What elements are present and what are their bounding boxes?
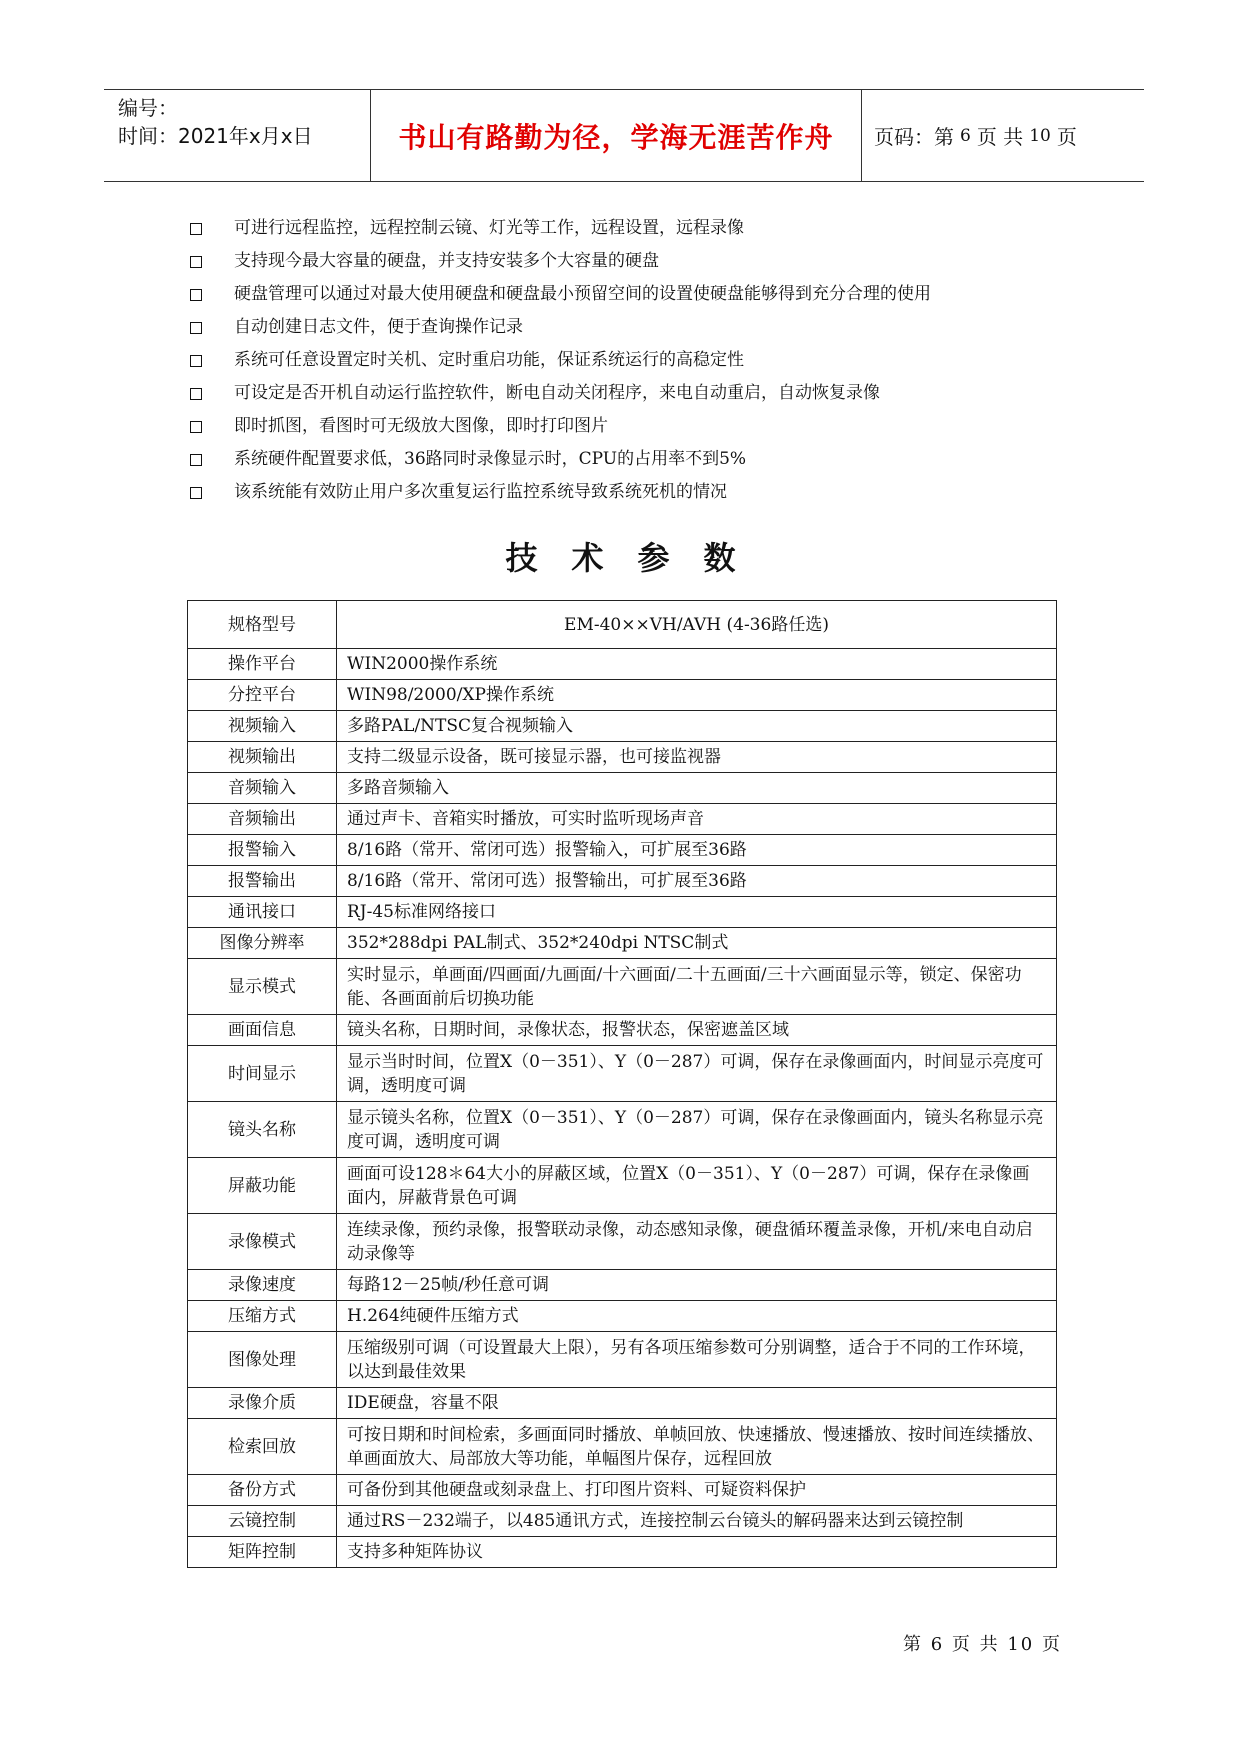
feature-text: 系统硬件配置要求低，36路同时录像显示时，CPU的占用率不到5% <box>234 449 747 469</box>
checkbox-bullet-icon <box>190 421 202 433</box>
spec-key: 镜头名称 <box>188 1102 337 1158</box>
spec-value: H.264纯硬件压缩方式 <box>337 1301 1057 1332</box>
checkbox-bullet-icon <box>190 355 202 367</box>
spec-key: 录像模式 <box>188 1214 337 1270</box>
table-row <box>188 1301 1057 1332</box>
checkbox-bullet-icon <box>190 388 202 400</box>
page-prefix: 页码：第 <box>874 125 954 149</box>
page-footer: 第 6 页 共 10 页 <box>903 1634 1062 1655</box>
spec-key: 录像介质 <box>188 1388 337 1419</box>
header-motto: 书山有路勤为径，学海无涯苦作舟 <box>370 90 862 181</box>
section-title: 技术参数 <box>505 539 770 577</box>
spec-key: 检索回放 <box>188 1419 337 1475</box>
page-suffix: 页 <box>1056 125 1077 149</box>
spec-key: 分控平台 <box>188 680 337 711</box>
table-row <box>188 804 1057 835</box>
spec-value: WIN2000操作系统 <box>337 649 1057 680</box>
spec-value: 实时显示，单画面/四画面/九画面/十六画面/二十五画面/三十六画面显示等，锁定、保密功能、各画面前后切换功能 <box>337 959 1057 1015</box>
table-row <box>188 773 1057 804</box>
spec-key: 矩阵控制 <box>188 1537 337 1568</box>
spec-key: 屏蔽功能 <box>188 1158 337 1214</box>
table-row <box>188 1332 1057 1388</box>
spec-key: 备份方式 <box>188 1475 337 1506</box>
spec-value: 每路12－25帧/秒任意可调 <box>337 1270 1057 1301</box>
checkbox-bullet-icon <box>190 322 202 334</box>
header-meta <box>104 90 370 181</box>
spec-key: 显示模式 <box>188 959 337 1015</box>
spec-table <box>187 600 1057 1568</box>
spec-key: 时间显示 <box>188 1046 337 1102</box>
spec-value: 可备份到其他硬盘或刻录盘上、打印图片资料、可疑资料保护 <box>337 1475 1057 1506</box>
checkbox-bullet-icon <box>190 223 202 235</box>
spec-value: 多路PAL/NTSC复合视频输入 <box>337 711 1057 742</box>
spec-value: 通过声卡、音箱实时播放，可实时监听现场声音 <box>337 804 1057 835</box>
spec-value: 连续录像，预约录像，报警联动录像，动态感知录像，硬盘循环覆盖录像，开机/来电自动启动录像等 <box>337 1214 1057 1270</box>
table-row <box>188 928 1057 959</box>
spec-value: 通过RS－232端子，以485通讯方式，连接控制云台镜头的解码器来达到云镜控制 <box>337 1506 1057 1537</box>
table-row <box>188 866 1057 897</box>
table-row <box>188 742 1057 773</box>
checkbox-bullet-icon <box>190 454 202 466</box>
spec-key: 报警输入 <box>188 835 337 866</box>
spec-value: WIN98/2000/XP操作系统 <box>337 680 1057 711</box>
feature-item <box>190 443 1090 476</box>
feature-text: 系统可任意设置定时关机、定时重启功能，保证系统运行的高稳定性 <box>234 350 744 370</box>
spec-key: 图像处理 <box>188 1332 337 1388</box>
feature-text: 可进行远程监控，远程控制云镜、灯光等工作，远程设置，远程录像 <box>234 218 744 238</box>
feature-item <box>190 278 1090 311</box>
table-row <box>188 1158 1057 1214</box>
page-header <box>104 89 1144 182</box>
feature-list <box>190 212 1090 509</box>
page-total: 10 <box>1029 125 1051 146</box>
feature-item <box>190 311 1090 344</box>
table-row <box>188 649 1057 680</box>
spec-value: 镜头名称，日期时间，录像状态，报警状态，保密遮盖区域 <box>337 1015 1057 1046</box>
spec-key: 操作平台 <box>188 649 337 680</box>
table-row <box>188 1419 1057 1475</box>
feature-item <box>190 377 1090 410</box>
spec-value: EM-40××VH/AVH (4-36路任选) <box>337 601 1057 649</box>
checkbox-bullet-icon <box>190 289 202 301</box>
table-row <box>188 1506 1057 1537</box>
spec-key: 画面信息 <box>188 1015 337 1046</box>
spec-key: 规格型号 <box>188 601 337 649</box>
table-row <box>188 680 1057 711</box>
spec-key: 图像分辨率 <box>188 928 337 959</box>
feature-item <box>190 212 1090 245</box>
spec-key: 录像速度 <box>188 1270 337 1301</box>
feature-item <box>190 245 1090 278</box>
feature-item <box>190 410 1090 443</box>
spec-key: 视频输入 <box>188 711 337 742</box>
spec-key: 音频输入 <box>188 773 337 804</box>
page-indicator <box>862 90 1144 181</box>
table-row <box>188 835 1057 866</box>
spec-value: 显示当时时间，位置X（0－351）、Y（0－287）可调，保存在录像画面内，时间显示亮度可调，透明度可调 <box>337 1046 1057 1102</box>
spec-value: 8/16路（常开、常闭可选）报警输出，可扩展至36路 <box>337 866 1057 897</box>
table-row <box>188 1537 1057 1568</box>
spec-key: 报警输出 <box>188 866 337 897</box>
spec-value: 多路音频输入 <box>337 773 1057 804</box>
spec-value: 压缩级别可调（可设置最大上限），另有各项压缩参数可分别调整，适合于不同的工作环境，以达到最佳效果 <box>337 1332 1057 1388</box>
table-row <box>188 1475 1057 1506</box>
spec-value: IDE硬盘，容量不限 <box>337 1388 1057 1419</box>
spec-value: 显示镜头名称，位置X（0－351）、Y（0－287）可调，保存在录像画面内，镜头名称显示亮度可调，透明度可调 <box>337 1102 1057 1158</box>
feature-text: 硬盘管理可以通过对最大使用硬盘和硬盘最小预留空间的设置使硬盘能够得到充分合理的使用 <box>234 284 931 304</box>
table-row <box>188 711 1057 742</box>
code-label: 编号： <box>118 96 178 120</box>
spec-value: 支持多种矩阵协议 <box>337 1537 1057 1568</box>
feature-text: 支持现今最大容量的硬盘，并支持安装多个大容量的硬盘 <box>234 251 659 271</box>
table-row <box>188 1270 1057 1301</box>
checkbox-bullet-icon <box>190 487 202 499</box>
feature-item <box>190 476 1090 509</box>
table-row <box>188 601 1057 649</box>
spec-value: RJ-45标准网络接口 <box>337 897 1057 928</box>
spec-value: 352*288dpi PAL制式、352*240dpi NTSC制式 <box>337 928 1057 959</box>
spec-value: 画面可设128＊64大小的屏蔽区域，位置X（0－351）、Y（0－287）可调，保存在录像画面内，屏蔽背景色可调 <box>337 1158 1057 1214</box>
table-row <box>188 1214 1057 1270</box>
spec-value: 支持二级显示设备，既可接显示器，也可接监视器 <box>337 742 1057 773</box>
feature-text: 该系统能有效防止用户多次重复运行监控系统导致系统死机的情况 <box>234 482 727 502</box>
table-row <box>188 959 1057 1015</box>
time-label: 时间：2021年x月x日 <box>118 124 313 148</box>
table-row <box>188 1102 1057 1158</box>
table-row <box>188 1015 1057 1046</box>
feature-item <box>190 344 1090 377</box>
spec-key: 视频输出 <box>188 742 337 773</box>
spec-value: 8/16路（常开、常闭可选）报警输入，可扩展至36路 <box>337 835 1057 866</box>
table-row <box>188 1388 1057 1419</box>
spec-key: 音频输出 <box>188 804 337 835</box>
table-row <box>188 1046 1057 1102</box>
spec-key: 通讯接口 <box>188 897 337 928</box>
feature-text: 即时抓图，看图时可无级放大图像，即时打印图片 <box>234 416 608 436</box>
checkbox-bullet-icon <box>190 256 202 268</box>
feature-text: 可设定是否开机自动运行监控软件，断电自动关闭程序，来电自动重启，自动恢复录像 <box>234 383 880 403</box>
feature-text: 自动创建日志文件，便于查询操作记录 <box>234 317 523 337</box>
page-number: 6 <box>960 125 971 146</box>
table-row <box>188 897 1057 928</box>
spec-key: 压缩方式 <box>188 1301 337 1332</box>
spec-value: 可按日期和时间检索，多画面同时播放、单帧回放、快速播放、慢速播放、按时间连续播放、单画面放大、局部放大等功能，单幅图片保存，远程回放 <box>337 1419 1057 1475</box>
spec-key: 云镜控制 <box>188 1506 337 1537</box>
page-mid: 页 共 <box>976 125 1024 149</box>
